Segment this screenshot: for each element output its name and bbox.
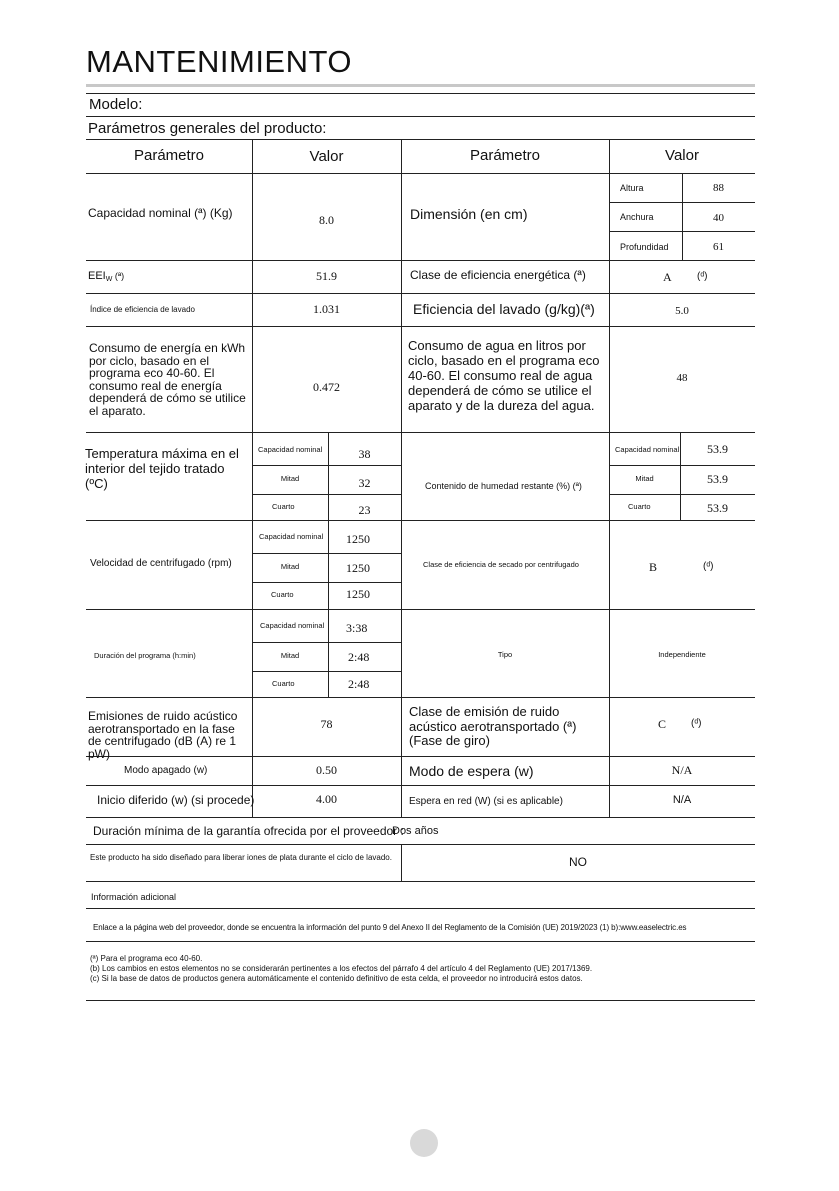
temperatura-cuarto-value: 23 <box>358 503 371 517</box>
clase-secado-note: (ᵈ) <box>703 561 714 572</box>
duracion-cuarto-value: 2:48 <box>348 677 370 691</box>
title-rule <box>86 84 755 87</box>
clase-emision-label: Clase de emisión de ruido acústico aerotransportado (ª) (Fase de giro) <box>409 704 577 748</box>
tipo-label: Tipo <box>497 650 513 659</box>
clase-emision-value: C <box>658 717 667 731</box>
indice-lavado-label: Índice de eficiencia de lavado <box>90 305 195 314</box>
rule <box>401 139 402 817</box>
nota-c: (c) Si la base de datos de productos genera automáticamente el contenido definitivo de esta celda, el proveedor no introducirá estos datos. <box>90 974 583 983</box>
eeiw-label <box>88 270 124 284</box>
modo-espera-value: N/A <box>671 763 693 777</box>
page-number-circle <box>410 1129 438 1157</box>
clase-secado-value: B <box>649 560 658 574</box>
modelo-label: Modelo: <box>89 96 143 113</box>
rule <box>609 465 755 466</box>
rule <box>252 582 401 583</box>
clase-energia-label: Clase de eficiencia energética (ª) <box>410 268 586 282</box>
inicio-diferido-label: Inicio diferido (w) (si procede) <box>97 793 255 807</box>
modo-apagado-value: 0.50 <box>316 763 337 777</box>
enlace-proveedor: Enlace a la página web del proveedor, donde se encuentra la información del punto 9 del Anexo II del Reglamento de la Comisión (UE) 2019/2023 (1) b):www.easelectric.es <box>93 923 687 932</box>
rule <box>86 785 755 786</box>
profundidad-value: 61 <box>713 241 724 253</box>
rule <box>86 116 755 117</box>
rule <box>86 697 755 698</box>
inicio-diferido-value: 4.00 <box>316 792 337 806</box>
rule <box>86 293 755 294</box>
anchura-value: 40 <box>713 212 724 224</box>
temperatura-mitad-label: Mitad <box>280 474 300 483</box>
consumo-agua-label: Consumo de agua en litros por ciclo, basado en el programa eco 40-60. El consumo real de agua dependerá de cómo se utilice el aparato y de la dureza del agua. <box>408 338 600 413</box>
header-parametro: Parámetro <box>133 147 205 164</box>
rule <box>86 881 755 882</box>
velocidad-mitad-value: 1250 <box>346 561 370 575</box>
modo-apagado-label: Modo apagado (w) <box>124 765 208 776</box>
humedad-cap-value: 53.9 <box>707 442 728 456</box>
espera-red-label: Espera en red (W) (si es aplicable) <box>409 796 563 807</box>
rule <box>252 642 401 643</box>
rule <box>86 326 755 327</box>
consumo-energia-label: Consumo de energía en kWh por ciclo, basado en el programa eco 40-60. El consumo real de energía dependerá de cómo se utilice el aparato. <box>89 341 246 418</box>
clase-energia-note: (ᵈ) <box>697 271 708 282</box>
emisiones-value: 78 <box>320 717 333 731</box>
clase-energia-value: A <box>663 270 672 284</box>
anchura-label: Anchura <box>620 212 654 222</box>
garantia-value: Dos años <box>392 825 439 837</box>
header-valor: Valor <box>665 147 699 164</box>
rule <box>86 908 755 909</box>
rule <box>86 432 755 433</box>
rule <box>86 609 755 610</box>
velocidad-cap-label: Capacidad nominal <box>259 532 324 541</box>
rule <box>86 941 755 942</box>
humedad-cuarto-label: Cuarto <box>628 502 651 511</box>
eficiencia-lavado-label: Eficiencia del lavado (g/kg)(ª) <box>413 301 595 317</box>
rule <box>252 553 401 554</box>
profundidad-label: Profundidad <box>620 242 669 252</box>
velocidad-cuarto-value: 1250 <box>346 587 370 601</box>
eeiw-main: EEI <box>88 270 106 282</box>
tipo-value: Independiente <box>658 650 706 659</box>
info-adicional: Información adicional <box>91 892 177 902</box>
duracion-mitad-value: 2:48 <box>348 650 370 664</box>
temperatura-mitad-value: 32 <box>358 476 371 490</box>
emisiones-label: Emisiones de ruido acústico aerotransportado en la fase de centrifugado (dB (A) re 1 pW) <box>88 709 238 761</box>
velocidad-label: Velocidad de centrifugado (rpm) <box>90 558 232 569</box>
nota-b: (b) Los cambios en estos elementos no se considerarán pertinentes a los efectos del párrafo 4 del artículo 4 del Reglamento (UE) 2017/1369. <box>90 964 593 973</box>
temperatura-cap-label: Capacidad nominal <box>258 445 323 454</box>
velocidad-mitad-label: Mitad <box>280 562 300 571</box>
rule <box>86 817 755 818</box>
consumo-energia-value: 0.472 <box>313 380 340 394</box>
rule <box>86 520 755 521</box>
plata-label: Este producto ha sido diseñado para liberar iones de plata durante el ciclo de lavado. <box>90 853 392 862</box>
eficiencia-lavado-value: 5.0 <box>675 305 689 317</box>
rule <box>86 173 755 174</box>
rule <box>328 520 329 609</box>
velocidad-cap-value: 1250 <box>346 532 370 546</box>
table-top <box>86 139 755 140</box>
dimension-label: Dimensión (en cm) <box>410 206 528 222</box>
duracion-label: Duración del programa (h:min) <box>94 651 196 660</box>
rule <box>86 93 755 94</box>
humedad-mitad-label: Mitad <box>635 474 654 483</box>
duracion-cuarto-label: Cuarto <box>272 679 295 688</box>
eeiw-sub: W <box>105 276 113 283</box>
capacidad-label: Capacidad nominal (ª) (Kg) <box>88 206 233 220</box>
clase-secado-label: Clase de eficiencia de secado por centrifugado <box>423 560 579 569</box>
header-valor: Valor <box>309 148 344 165</box>
rule <box>252 494 401 495</box>
duracion-cap-value: 3:38 <box>346 621 368 635</box>
page-title: MANTENIMIENTO <box>86 44 352 79</box>
rule <box>252 671 401 672</box>
table-bottom <box>86 1000 755 1001</box>
rule <box>328 609 329 697</box>
rule <box>86 260 755 261</box>
clase-emision-note: (ᵈ) <box>691 718 702 729</box>
altura-label: Altura <box>620 183 644 193</box>
altura-value: 88 <box>713 182 724 194</box>
consumo-agua-value: 48 <box>676 372 688 384</box>
header-parametro: Parámetro <box>469 147 541 164</box>
humedad-cuarto-value: 53.9 <box>707 501 728 515</box>
eeiw-value: 51.9 <box>316 269 337 283</box>
rule <box>86 844 755 845</box>
humedad-label: Contenido de humedad restante (%) (ª) <box>425 481 582 491</box>
velocidad-cuarto-label: Cuarto <box>271 590 294 599</box>
temperatura-label: Temperatura máxima en el interior del tejido tratado (ºC) <box>85 446 239 491</box>
capacidad-value: 8.0 <box>319 213 334 227</box>
indice-lavado-value: 1.031 <box>313 302 340 316</box>
humedad-mitad-value: 53.9 <box>707 472 728 486</box>
duracion-mitad-label: Mitad <box>280 651 300 660</box>
plata-value: NO <box>569 855 587 869</box>
nota-a: (ª) Para el programa eco 40-60. <box>90 954 203 963</box>
duracion-cap-label: Capacidad nominal <box>260 621 325 630</box>
espera-red-value: N/A <box>672 794 692 806</box>
humedad-cap-label: Capacidad nominal <box>615 445 680 454</box>
temperatura-cap-value: 38 <box>358 447 371 461</box>
garantia-label: Duración mínima de la garantía ofrecida por el proveedor : <box>93 824 404 838</box>
params-title: Parámetros generales del producto: <box>88 120 327 137</box>
modo-espera-label: Modo de espera (w) <box>409 763 534 779</box>
temperatura-cuarto-label: Cuarto <box>272 502 295 511</box>
eeiw-sup: (ª) <box>112 271 125 281</box>
rule <box>609 494 755 495</box>
rule <box>252 465 401 466</box>
